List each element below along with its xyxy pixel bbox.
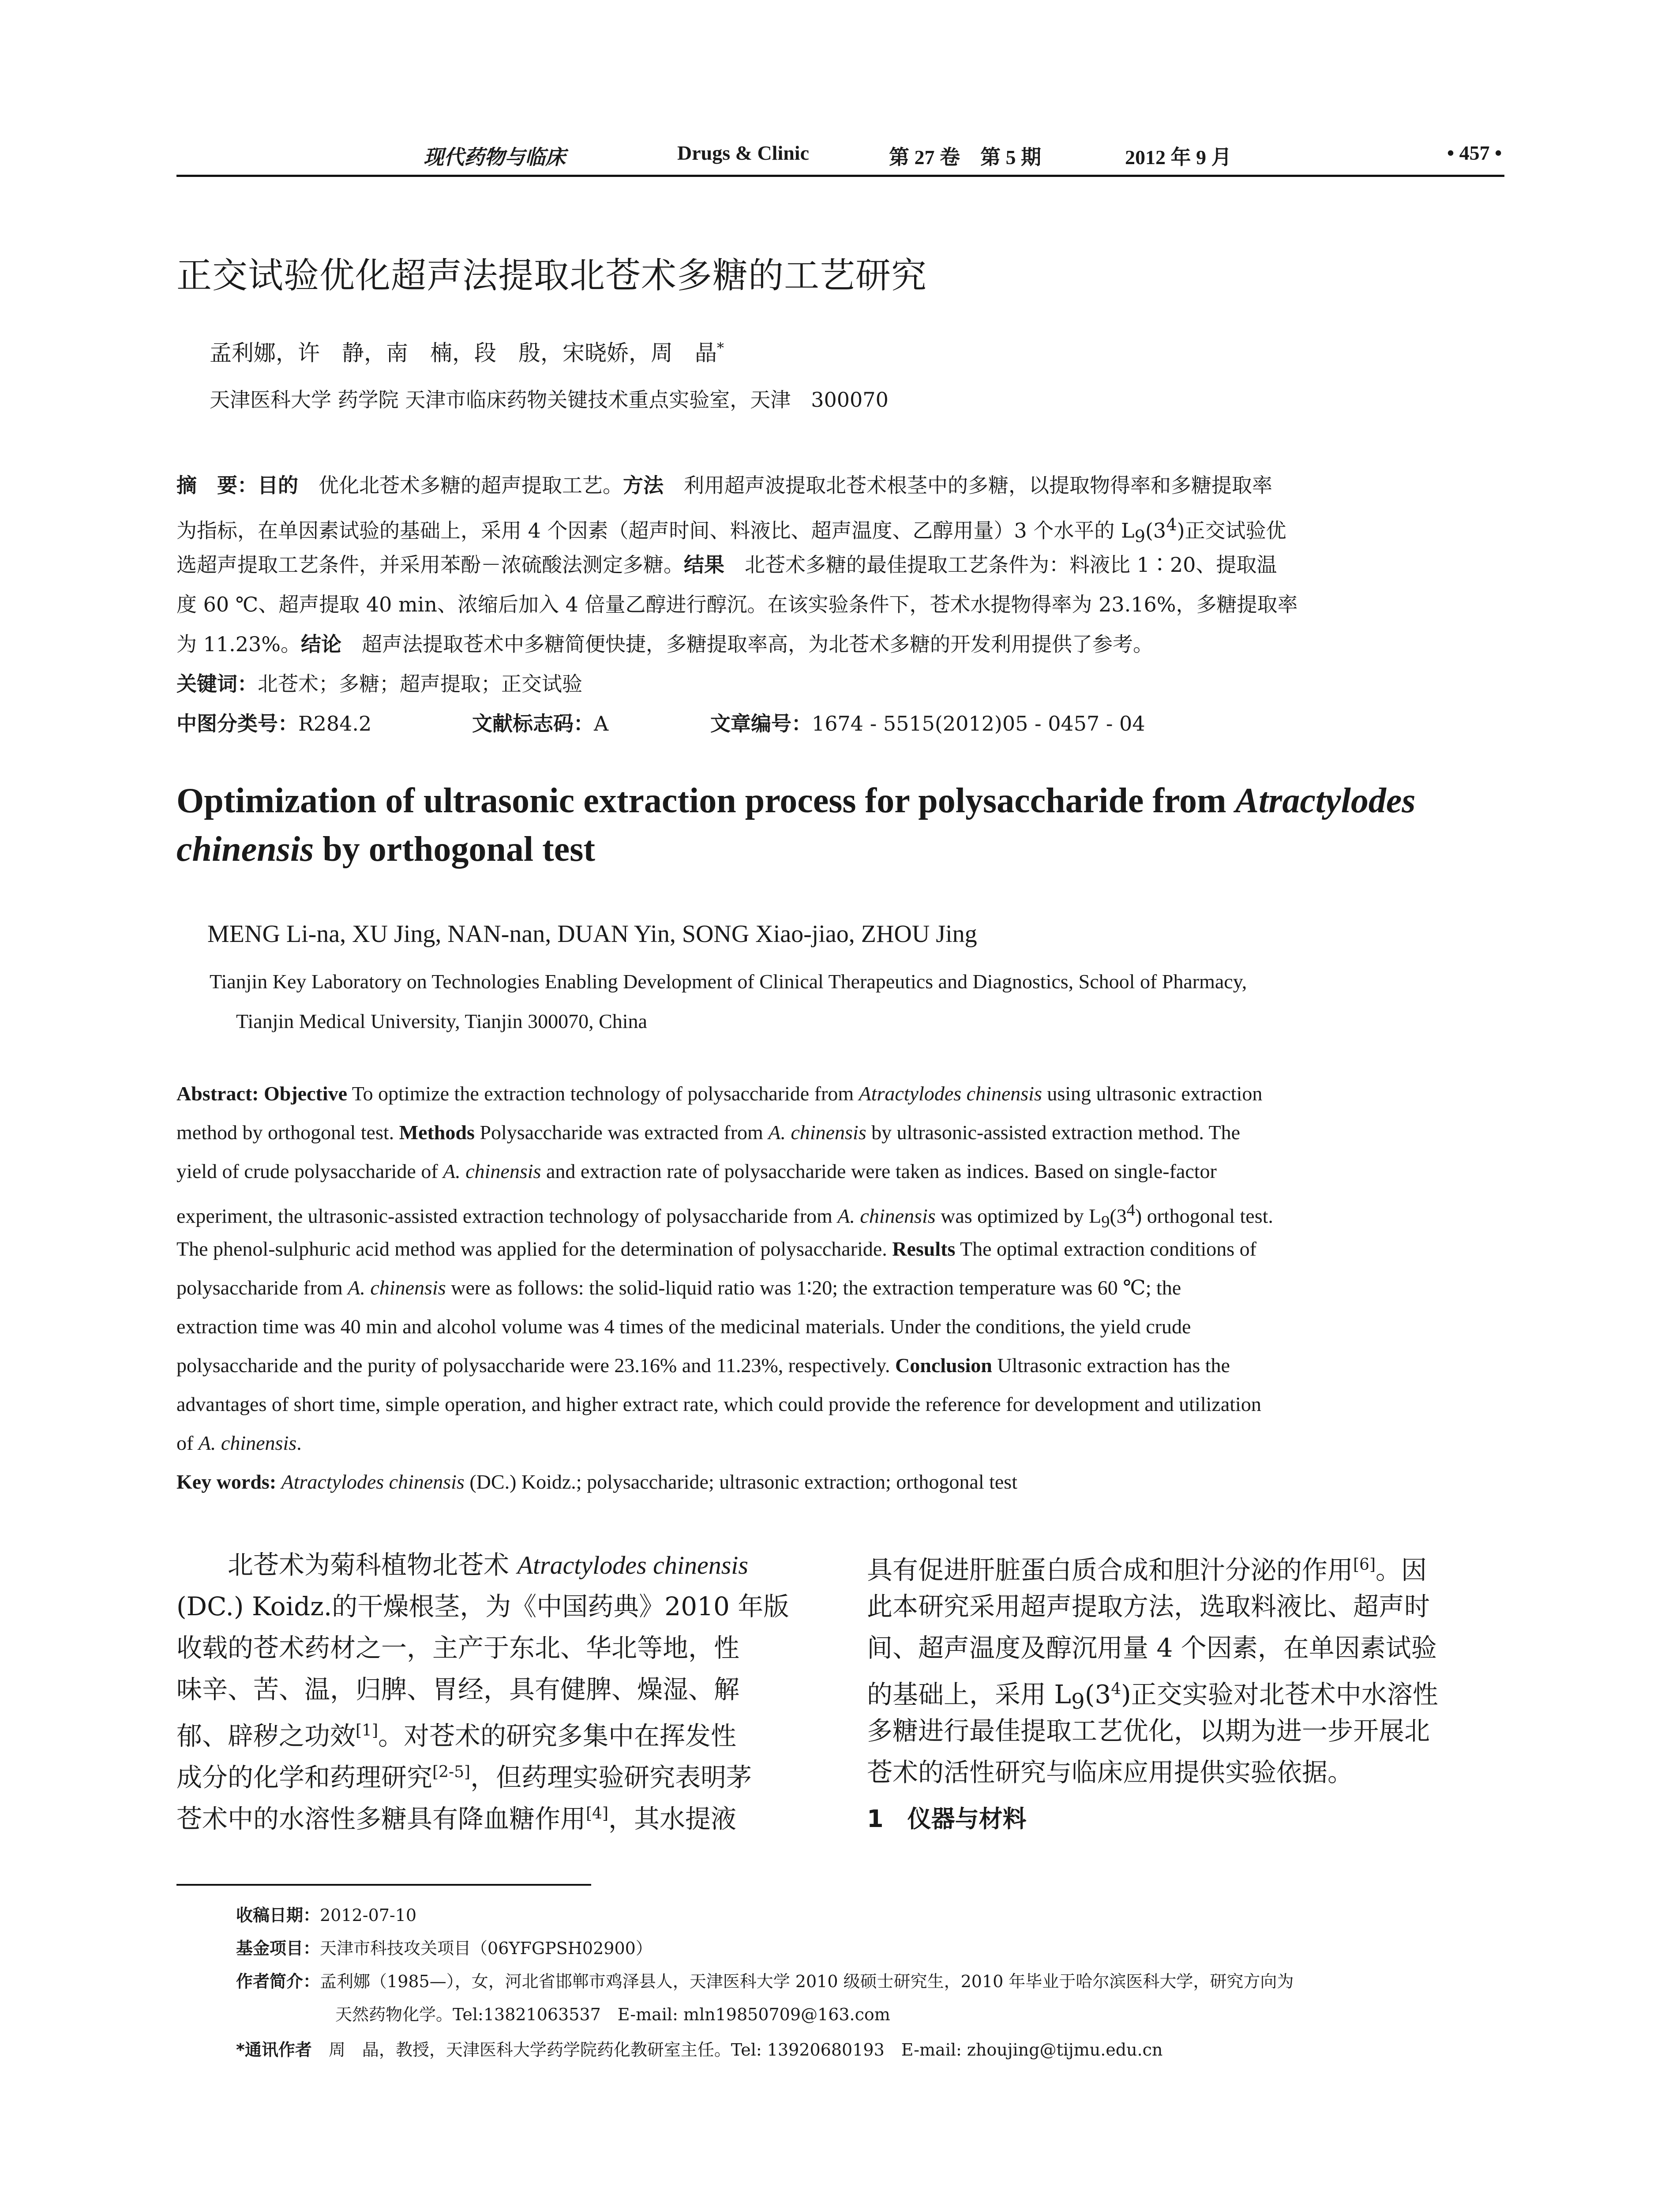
body-left-line: (DC.) Koidz.的干燥根茎，为《中国药典》2010 年版: [176, 1591, 789, 1621]
received-date: [236, 1902, 416, 1926]
body-left-line: [176, 1710, 736, 1756]
abstract-en-text: .: [296, 1432, 302, 1454]
keywords-cn-text: 北苍术；多糖；超声提取；正交试验: [258, 672, 582, 696]
keywords-en: [176, 1463, 1504, 1501]
species-name: A. chinensis: [348, 1276, 446, 1299]
abstract-en-text: ) orthogonal test.: [1135, 1204, 1273, 1227]
abstract-cn-text: 优化北苍术多糖的超声提取工艺。: [298, 473, 623, 497]
author-bio-cont: 天然药物化学。Tel:13821063537 E-mail: mln19850709@163.com: [335, 2005, 890, 2024]
subscript: 9: [1101, 1212, 1110, 1231]
clc-value: R284.2: [298, 712, 372, 735]
citation-ref[interactable]: [2-5]: [432, 1763, 471, 1781]
title-en-species: Atractylodes chinensis: [176, 781, 1416, 869]
abstract-en-text: The optimal extraction conditions of: [955, 1238, 1256, 1260]
results-label: 结果: [684, 553, 724, 577]
abstract-cn-text: 利用超声波提取北苍术根茎中的多糖，以提取物得率和多糖提取率: [664, 473, 1272, 497]
title-cn: 正交试验优化超声法提取北苍术多糖的工艺研究: [176, 255, 927, 296]
body-left-line: [176, 1544, 748, 1586]
affiliation-en: [210, 962, 1247, 1041]
corresponding-author: [236, 2036, 1162, 2060]
volume-issue: 第 27 卷 第 5 期: [889, 146, 1041, 169]
abstract-cn-line: 度 60 ℃、超声提取 40 min、浓缩后加入 4 倍量乙醇进行醇沉。在该实验条件下，苍术水提物得率为 23.16%，多糖提取率: [176, 593, 1298, 616]
superscript: 4: [1166, 515, 1177, 535]
species-name: Atractylodes chinensis: [517, 1551, 748, 1579]
keywords-cn: [176, 664, 582, 704]
conclusion-label: 结论: [301, 632, 342, 656]
species-name: A. chinensis: [198, 1432, 297, 1454]
body-text: 。对苍术的研究多集中在挥发性: [378, 1721, 737, 1751]
abstract-en-line: extraction time was 40 min and alcohol volume was 4 times of the medicinal materials. Under the conditions, the yield crude: [176, 1315, 1191, 1338]
affiliation-en-line: Tianjin Key Laboratory on Technologies Enabling Development of Clinical Therapeutics and Diagnostics, School of Pharmacy,: [210, 970, 1247, 993]
body-text: ，但药理实验研究表明茅: [470, 1762, 752, 1793]
abstract-cn-text: 为指标，在单因素试验的基础上，采用 4 个因素（超声时间、料液比、超声温度、乙醇用量）3 个水平的 L: [176, 518, 1135, 543]
affiliation-cn: 天津医科大学 药学院 天津市临床药物关键技术重点实验室，天津 300070: [210, 388, 889, 412]
abstract-en-text: and extraction rate of polysaccharide were taken as indices. Based on single-factor: [541, 1160, 1217, 1182]
objective-label: 目的: [258, 473, 298, 497]
body-text: 成分的化学和药理研究: [176, 1762, 433, 1793]
results-label-en: Results: [892, 1238, 956, 1260]
abstract-cn-text: )正交试验优: [1177, 518, 1286, 543]
abstract-cn-text: 超声法提取苍术中多糖简便快捷，多糖提取率高，为北苍术多糖的开发利用提供了参考。: [341, 632, 1154, 656]
species-name: A. chinensis: [837, 1204, 936, 1227]
page-number: • 457 •: [1447, 142, 1502, 164]
title-en-text: by orthogonal test: [314, 830, 595, 869]
footnote-rule: [176, 1884, 591, 1886]
abstract-en-text: The phenol-sulphuric acid method was applied for the determination of polysaccharide.: [176, 1238, 892, 1260]
bio-label: 作者简介：: [236, 1972, 320, 1991]
abstract-en-line: [176, 1074, 1504, 1113]
abstract-en-text: experiment, the ultrasonic-assisted extraction technology of polysaccharide from: [176, 1204, 838, 1227]
body-text: ，其水提液: [608, 1804, 737, 1834]
abstract-cn-text: 北苍术多糖的最佳提取工艺条件为：料液比 1∶20、提取温: [724, 553, 1277, 577]
subscript: 9: [1134, 526, 1145, 547]
body-text: (3: [1084, 1679, 1111, 1710]
abstract-en-line: [176, 1113, 1504, 1152]
abstract-en-text: yield of crude polysaccharide of: [176, 1160, 443, 1182]
abstract-en-line: [176, 1152, 1504, 1191]
abstract-en-text: polysaccharide and the purity of polysaccharide were 23.16% and 11.23%, respectively.: [176, 1354, 896, 1377]
body-text: 苍术中的水溶性多糖具有降血糖作用: [176, 1804, 586, 1834]
doc-code: [472, 704, 608, 743]
abstract-en-text: by ultrasonic-assisted extraction method. The: [866, 1121, 1241, 1144]
keywords-en-label: Key words:: [176, 1471, 277, 1493]
conclusion-label-en: Conclusion: [895, 1354, 992, 1377]
doc-value: A: [594, 712, 609, 735]
authors-cn-names: 孟利娜，许 静，南 楠，段 殷，宋晓娇，周 晶: [210, 340, 717, 366]
authors-cn: [210, 335, 724, 367]
journal-name-cn: 现代药物与临床: [424, 145, 566, 169]
superscript: 4: [1111, 1680, 1121, 1698]
abstract-cn-line: [176, 545, 1277, 585]
received-value: 2012-07-10: [320, 1906, 417, 1925]
abstract-en-label: Abstract: Objective: [176, 1082, 348, 1105]
body-text: 具有促进肝脏蛋白质合成和胆汁分泌的作用: [867, 1555, 1354, 1585]
body-right-line: [867, 1544, 1427, 1591]
species-name: Atractylodes chinensis: [859, 1082, 1042, 1105]
body-text: 的基础上，采用 L: [867, 1679, 1071, 1710]
body-right-line: 间、超声温度及醇沉用量 4 个因素，在单因素试验: [867, 1633, 1437, 1663]
body-text: )正交实验对北苍术中水溶性: [1121, 1679, 1438, 1710]
running-header: [176, 141, 1504, 168]
abstract-en-text: (3: [1110, 1204, 1127, 1227]
classification-line: [176, 704, 371, 743]
abstract-cn-line: [176, 624, 1153, 664]
abstract-en-line: advantages of short time, simple operation, and higher extract rate, which could provide the reference for development and utilization: [176, 1393, 1261, 1415]
keywords-en-text: (DC.) Koidz.; polysaccharide; ultrasonic extraction; orthogonal test: [464, 1471, 1017, 1493]
body-left-line: [176, 1793, 736, 1839]
keywords-cn-label: 关键词：: [176, 672, 258, 696]
body-left-line: 收载的苍术药材之一，主产于东北、华北等地，性: [176, 1633, 740, 1663]
article-value: 1674 - 5515(2012)05 - 0457 - 04: [812, 712, 1145, 735]
citation-ref[interactable]: [4]: [586, 1805, 609, 1823]
abstract-en-line: [176, 1424, 1504, 1463]
body-right-line: 此本研究采用超声提取方法，选取料液比、超声时: [867, 1591, 1430, 1621]
body-text: 郁、辟秽之功效: [176, 1721, 356, 1751]
title-en-text: Optimization of ultrasonic extraction process for polysaccharide from: [176, 781, 1235, 820]
fund-project: [236, 1935, 652, 1959]
species-name: A. chinensis: [443, 1160, 541, 1182]
species-name: Atractylodes chinensis: [281, 1471, 465, 1493]
bio-text: 孟利娜（1985—），女，河北省邯郸市鸡泽县人，天津医科大学 2010 级硕士研究生，2010 年毕业于哈尔滨医科大学，研究方向为: [320, 1972, 1294, 1991]
citation-ref[interactable]: [6]: [1353, 1556, 1376, 1574]
fund-value: 天津市科技攻关项目（06YFGPSH02900）: [320, 1939, 652, 1958]
abstract-en-text: of: [176, 1432, 199, 1454]
header-rule: [176, 175, 1504, 177]
body-right-line: 多糖进行最佳提取工艺优化，以期为进一步开展北: [867, 1716, 1430, 1746]
corr-label: *通讯作者: [236, 2040, 312, 2060]
article-number: [710, 704, 1145, 743]
body-right-line: 苍术的活性研究与临床应用提供实验依据。: [867, 1757, 1354, 1787]
abstract-cn-line: [176, 465, 1272, 505]
abstract-en-text: using ultrasonic extraction: [1042, 1082, 1263, 1105]
abstract-en-text: method by orthogonal test.: [176, 1121, 399, 1144]
body-left-line: [176, 1752, 752, 1798]
abstract-en-line: [176, 1346, 1504, 1385]
abstract-en-text: were as follows: the solid-liquid ratio was 1∶20; the extraction temperature was 60 ℃; the: [446, 1276, 1181, 1299]
corr-text: 周 晶，教授，天津医科大学药学院药化教研室主任。Tel: 13920680193 E-mail: zhoujing@tijmu.edu.cn: [311, 2040, 1163, 2060]
clc-label: 中图分类号：: [176, 712, 298, 735]
abstract-en-line: [176, 1268, 1504, 1307]
corresponding-mark: *: [717, 339, 724, 356]
fund-label: 基金项目：: [236, 1939, 320, 1958]
received-label: 收稿日期：: [236, 1906, 320, 1925]
doc-label: 文献标志码：: [472, 712, 594, 735]
abstract-en-text: To optimize the extraction technology of polysaccharide from: [347, 1082, 859, 1105]
body-left-line: 味辛、苦、温，归脾、胃经，具有健脾、燥湿、解: [176, 1674, 740, 1704]
subscript: 9: [1071, 1689, 1085, 1714]
methods-label-en: Methods: [399, 1121, 475, 1144]
journal-name-en: Drugs & Clinic: [677, 142, 809, 164]
abstract-en-text: Polysaccharide was extracted from: [474, 1121, 769, 1144]
body-text: 北苍术为菊科植物北苍术: [176, 1550, 518, 1580]
section-heading: 1 仪器与材料: [867, 1805, 1027, 1833]
article-label: 文章编号：: [710, 712, 812, 735]
abstract-en-text: was optimized by L: [935, 1204, 1102, 1227]
methods-label: 方法: [623, 473, 664, 497]
superscript: 4: [1126, 1201, 1135, 1219]
abstract-cn-label: 摘 要：: [176, 473, 258, 497]
abstract-en-line: [176, 1230, 1504, 1268]
authors-en: MENG Li-na, XU Jing, NAN-nan, DUAN Yin, SONG Xiao-jiao, ZHOU Jing: [207, 920, 977, 948]
author-bio: [236, 1968, 1294, 1992]
affiliation-en-line: Tianjin Medical University, Tianjin 300070, China: [236, 1010, 647, 1032]
species-name: A. chinensis: [768, 1121, 866, 1144]
body-text: 。因: [1376, 1555, 1427, 1585]
abstract-cn-text: 为 11.23%。: [176, 632, 301, 656]
abstract-en-text: Ultrasonic extraction has the: [992, 1354, 1230, 1377]
abstract-cn-text: (3: [1145, 518, 1166, 543]
issue-date: 2012 年 9 月: [1125, 146, 1232, 169]
abstract-en-text: polysaccharide from: [176, 1276, 348, 1299]
citation-ref[interactable]: [1]: [356, 1722, 379, 1740]
abstract-cn-text: 选超声提取工艺条件，并采用苯酚－浓硫酸法测定多糖。: [176, 553, 684, 577]
title-en: [176, 777, 1504, 874]
